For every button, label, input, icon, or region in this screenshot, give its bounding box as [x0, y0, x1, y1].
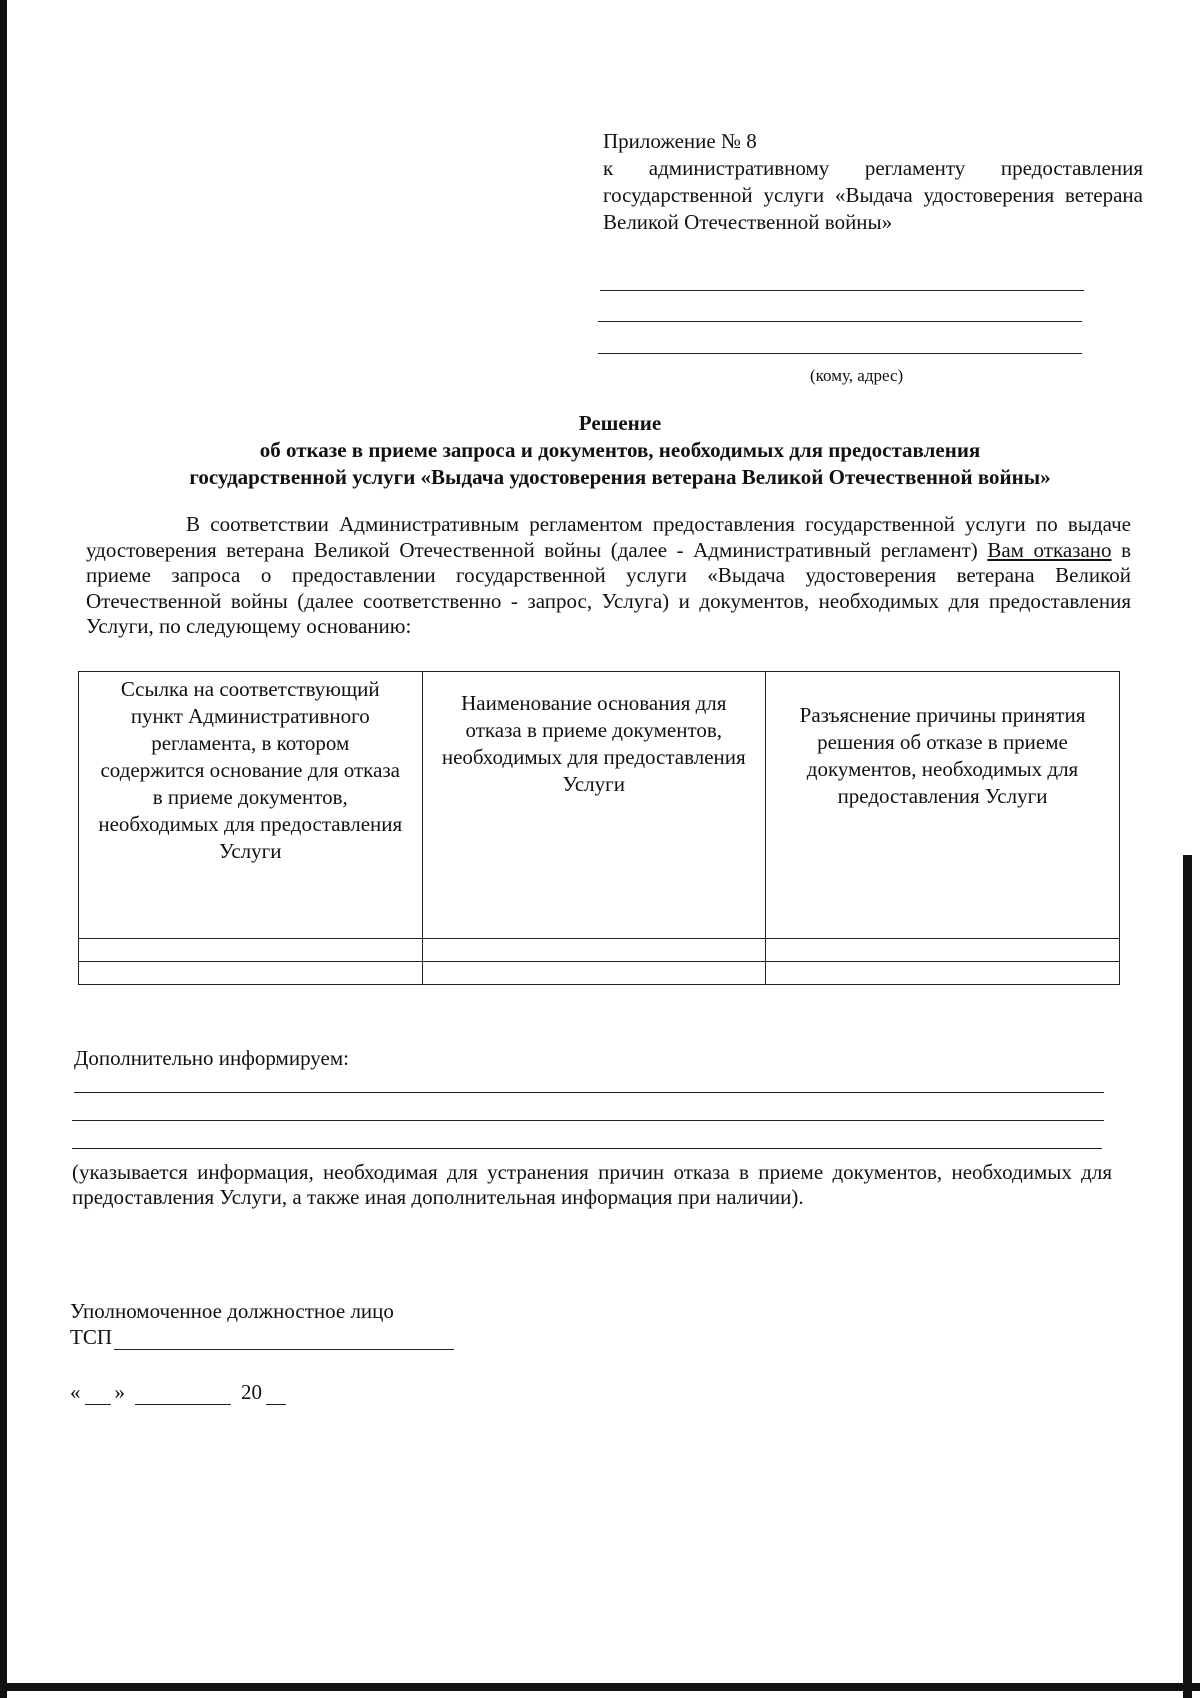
day-blank [85, 1384, 111, 1405]
date-close-quote: » [114, 1380, 125, 1404]
table-cell [422, 962, 766, 985]
date-open-quote: « [70, 1380, 81, 1404]
signature-blank [114, 1327, 454, 1350]
header-reason-explanation: Разъяснение причины принятия решения об отказе в приеме документов, необходимых для предоставления Услуги [766, 672, 1120, 939]
table-row [79, 939, 1120, 962]
table-cell [766, 962, 1120, 985]
decision-title [80, 410, 1160, 491]
table-header-row [79, 672, 1120, 939]
title-line-2: об отказе в приеме запроса и документов, необходимых для предоставления [259, 438, 981, 462]
title-line-3: государственной услуги «Выдача удостоверения ветерана Великой Отечественной войны» [189, 465, 1051, 489]
scan-bottom-edge [0, 1683, 1200, 1691]
table-cell [79, 962, 423, 985]
additional-info-line-1 [74, 1092, 1104, 1093]
title-line-1: Решение [578, 411, 662, 435]
scan-right-edge [1183, 855, 1192, 1698]
additional-info-label: Дополнительно информируем: [74, 1046, 349, 1070]
recipient-caption: (кому, адрес) [810, 366, 904, 385]
org-label: ТСП [70, 1325, 112, 1349]
scan-left-edge [0, 0, 7, 1698]
body-part-2: в приеме запроса о предоставлении государственной услуги «Выдача удостоверения ветерана Великой Отечественной войны (далее соответственно - запрос, Услуга) и документов, необходимых для предоставления Услуги, по следующему основанию: [86, 537, 1132, 638]
date-line [70, 1380, 286, 1405]
appendix-number: Приложение № 8 [603, 129, 757, 153]
table-cell [422, 939, 766, 962]
official-title: Уполномоченное должностное лицо [70, 1299, 394, 1323]
month-blank [135, 1384, 231, 1405]
table-cell [766, 939, 1120, 962]
year-prefix: 20 [241, 1380, 262, 1404]
additional-info-line-2 [72, 1120, 1104, 1121]
recipient-line-3 [598, 353, 1082, 354]
appendix-text: к административному регламенту предоставления государственной услуги «Выдача удостоверения ветерана Великой Отечественной войны» [603, 156, 1143, 234]
table-row [79, 962, 1120, 985]
body-part-1: В соответствии Административным регламентом предоставления государственной услуги по выдаче удостоверения ветерана Великой Отечественной войны (далее - Административный регламент) [86, 512, 1131, 562]
header-ground-name: Наименование основания для отказа в приеме документов, необходимых для предоставления Услуги [422, 672, 766, 939]
additional-info-line-3 [72, 1148, 1102, 1149]
signature-line [70, 1325, 454, 1350]
table-cell [79, 939, 423, 962]
refusal-grounds-table [78, 671, 1120, 985]
appendix-header [603, 128, 1143, 236]
refusal-phrase: Вам отказано [987, 537, 1112, 562]
year-blank [266, 1384, 286, 1405]
additional-info-note: (указывается информация, необходимая для устранения причин отказа в приеме документов, необходимых для предоставления Услуги, а также иная дополнительная информация при наличии). [72, 1160, 1112, 1209]
recipient-line-2 [598, 321, 1082, 322]
recipient-line-1 [600, 290, 1084, 291]
header-regulation-reference: Ссылка на соответствующий пункт Административного регламента, в котором содержится основание для отказа в приеме документов, необходимых для предоставления Услуги [79, 672, 423, 939]
decision-body [86, 512, 1131, 640]
